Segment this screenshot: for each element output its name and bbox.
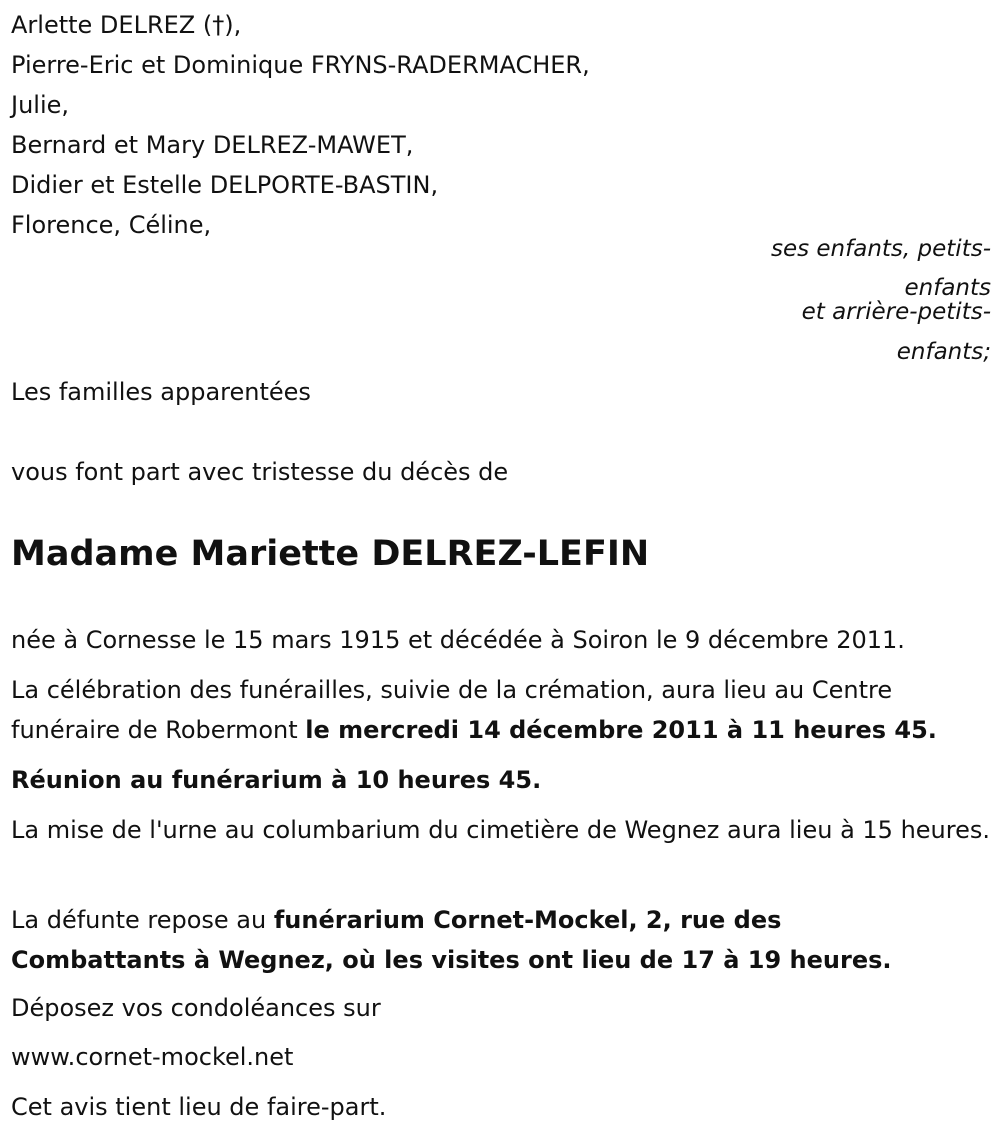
website-link[interactable]: www.cornet-mockel.net [11, 1043, 294, 1071]
relation-line: ses enfants, petits- [770, 236, 991, 262]
ceremony-date: le mercredi 14 décembre 2011 à 11 heures 45. [305, 716, 937, 744]
gathering-text: Réunion au funérarium à 10 heures 45. [11, 766, 542, 794]
closing-line: Cet avis tient lieu de faire-part. [11, 1093, 387, 1121]
rest-place-line1: funérarium Cornet-Mockel, 2, rue des [273, 906, 782, 934]
condolences-line: Déposez vos condoléances sur [11, 994, 381, 1022]
mourner-line: Bernard et Mary DELREZ-MAWET, [11, 131, 414, 159]
ceremony-paragraph [11, 670, 996, 750]
relation-line: enfants; [896, 339, 991, 365]
rest-text: La défunte repose au [11, 906, 274, 934]
urn-paragraph: La mise de l'urne au columbarium du cimetière de Wegnez aura lieu à 15 heures. [11, 816, 990, 844]
mourner-line: Arlette DELREZ (†), [11, 11, 242, 39]
rest-paragraph [11, 900, 996, 980]
birth-death-paragraph: née à Cornesse le 15 mars 1915 et décédée à Soiron le 9 décembre 2011. [11, 626, 905, 654]
rest-place-line2: Combattants à Wegnez, où les visites ont lieu de 17 à 19 heures. [11, 946, 892, 974]
relation-line: enfants [904, 275, 991, 301]
mourner-line: Florence, Céline, [11, 211, 212, 239]
ceremony-text: La célébration des funérailles, suivie de la crémation, aura lieu au Centre funéraire de Robermont [11, 676, 893, 744]
mourner-line: Pierre-Eric et Dominique FRYNS-RADERMACHER, [11, 51, 590, 79]
announcement-line: vous font part avec tristesse du décès de [11, 458, 509, 486]
families-line: Les familles apparentées [11, 378, 311, 406]
relation-line: et arrière-petits- [801, 299, 991, 325]
mourner-line: Didier et Estelle DELPORTE-BASTIN, [11, 171, 439, 199]
mourner-line: Julie, [11, 91, 70, 119]
gathering-paragraph [11, 760, 996, 800]
deceased-name: Madame Mariette DELREZ-LEFIN [11, 534, 650, 574]
